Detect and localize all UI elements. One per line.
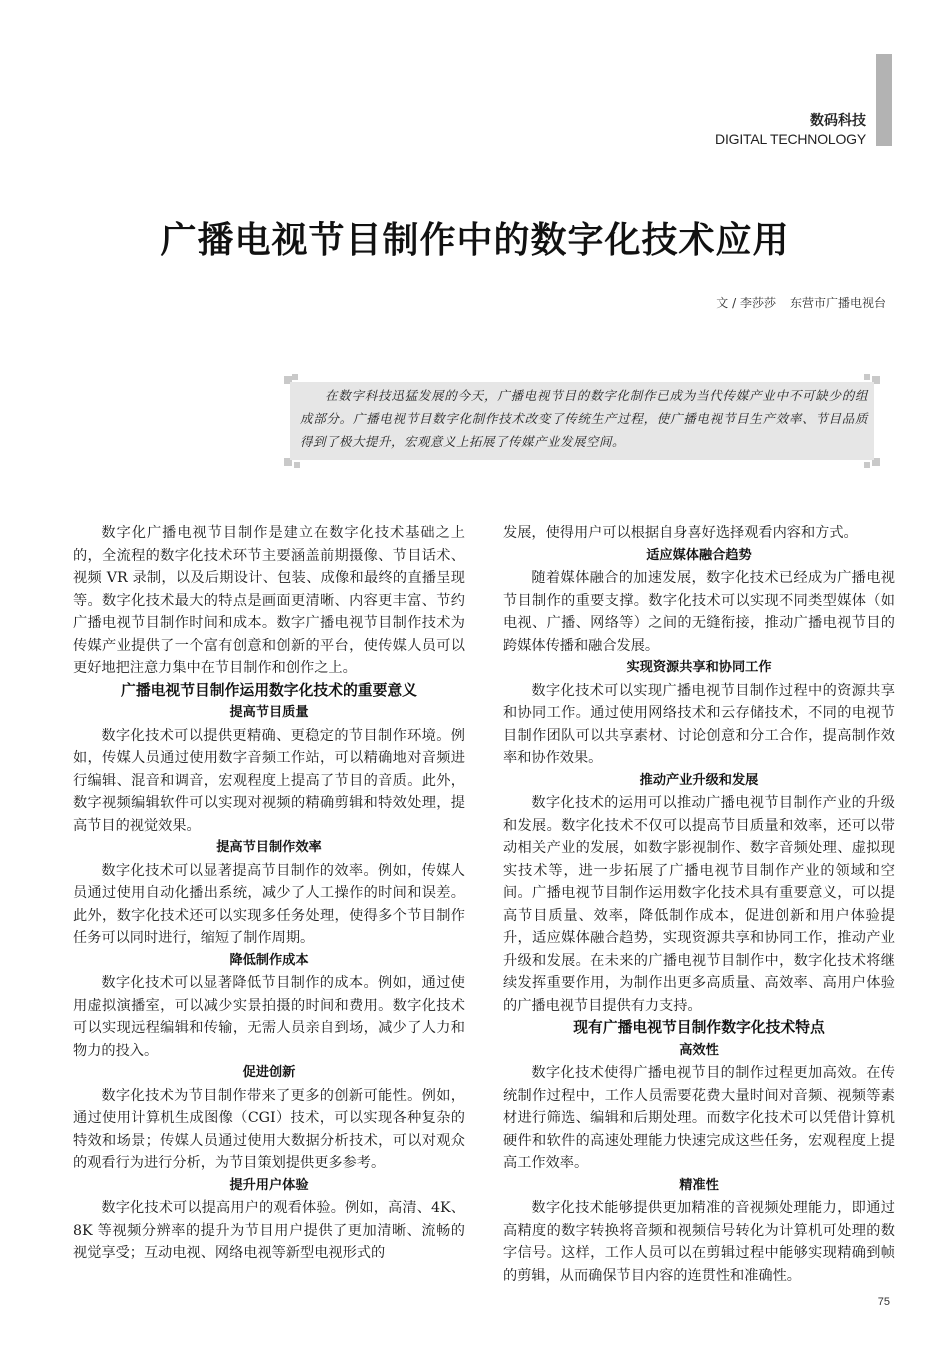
subsection-heading: 促进创新 <box>242 1065 296 1080</box>
paragraph: 数字化技术可以提高用户的观看体验。例如，高清、4K、8K 等视频分辨率的提升为节目用户提供了更加清晰、流畅的视觉享受；互动电视、网络电视等新型电视形式的 <box>73 1200 465 1261</box>
byline-prefix: 文 <box>716 296 729 310</box>
paragraph: 数字化技术使得广播电视节目的制作过程更加高效。在传统制作过程中，工作人员需要花费大量时间对音频、视频等素材进行筛选、编辑和后期处理。而数字化技术可以凭借计算机硬件和软件的高速处理能力快速完成这些任务，宏观程度上提高工作效率。 <box>503 1065 895 1171</box>
subsection-heading: 提高节目质量 <box>229 705 309 720</box>
section-label-en: DIGITAL TECHNOLOGY <box>715 131 866 147</box>
paragraph: 数字化技术可以提供更精确、更稳定的节目制作环境。例如，传媒人员通过使用数字音频工作站，可以精确地对音频进行编辑、混音和调音，宏观程度上提高了节目的音质。此外，数字视频编辑软件可以实现对视频的精确剪辑和特效处理，提高节目的视觉效果。 <box>73 727 465 834</box>
paragraph: 数字化技术可以显著提高节目制作的效率。例如，传媒人员通过使用自动化播出系统，减少了人工操作的时间和误差。此外，数字化技术还可以实现多任务处理，使得多个节目制作任务可以同时进行，缩短了制作周期。 <box>73 862 465 946</box>
subsection-heading: 高效性 <box>679 1042 719 1058</box>
byline-affiliation: 东营市广播电视台 <box>789 296 886 310</box>
subsection-heading: 推动产业升级和发展 <box>639 772 759 788</box>
corner-pixel <box>864 374 870 380</box>
subsection-heading: 提高节目制作效率 <box>216 840 322 855</box>
abstract-panel <box>284 376 880 466</box>
article-title: 广播电视节目制作中的数字化技术应用 <box>160 220 790 261</box>
subsection-heading: 精准性 <box>679 1177 719 1193</box>
paragraph: 数字化技术可以实现广播电视节目制作过程中的资源共享和协同工作。通过使用网络技术和云存储技术，不同的电视节目制作团队可以共享素材、讨论创意和分工合作，提高制作效率和协作效果。 <box>503 682 895 766</box>
paragraph: 数字化技术的运用可以推动广播电视节目制作产业的升级和发展。数字化技术不仅可以提高节目质量和效率，还可以带动相关产业的发展，如数字影视制作、数字音频处理、虚拟现实技术等，进一步拓展了广播电视节目制作产业的领域和空间。广播电视节目制作运用数字化技术具有重要意义，可以提高节目质量、效率，降低制作成本，促进创新和用户体验提升，适应媒体融合趋势，实现资源共享和协同工作，推动产业升级和发展。在未来的广播电视节目制作中，数字化技术将继续发挥重要作用，为制作出更多高质量、高效率、高用户体验的广播电视节目提供有力支持。 <box>503 795 895 1014</box>
section-heading: 现有广播电视节目制作数字化技术特点 <box>573 1019 825 1036</box>
paragraph: 数字化技术可以显著降低节目制作的成本。例如，通过使用虚拟演播室，可以减少实景拍摄的时间和费用。数字化技术可以实现远程编辑和传输，无需人员亲自到场，减少了人力和物力的投入。 <box>73 975 465 1059</box>
body-column-right <box>503 522 895 1287</box>
abstract-text: 在数字科技迅猛发展的今天，广播电视节目的数字化制作已成为当代传媒产业中不可缺少的组成部分。广播电视节目数字化制作技术改变了传统生产过程，使广播电视节目生产效率、节目品质得到了极大提升，宏观意义上拓展了传媒产业发展空间。 <box>300 388 868 449</box>
byline: 文 / 李莎莎 东营市广播电视台 <box>716 296 886 310</box>
byline-author: 李莎莎 <box>739 296 776 310</box>
paragraph: 数字化技术能够提供更加精准的音视频处理能力，即通过高精度的数字转换将音频和视频信号转化为计算机可处理的数字信号。这样，工作人员可以在剪辑过程中能够实现精确到帧的剪辑，从而确保节目内容的连贯性和准确性。 <box>503 1200 895 1284</box>
body-column-left <box>73 522 465 1265</box>
subsection-heading: 适应媒体融合趋势 <box>646 547 752 563</box>
paragraph: 随着媒体融合的加速发展，数字化技术已经成为广播电视节目制作的重要支撑。数字化技术可以实现不同类型媒体（如电视、广播、网络等）之间的无缝衔接，推动广播电视节目的跨媒体传播和融合发展。 <box>503 570 895 654</box>
subsection-heading: 提升用户体验 <box>229 1177 309 1193</box>
intro-paragraph: 数字化广播电视节目制作是建立在数字化技术基础之上的，全流程的数字化技术环节主要涵盖前期摄像、节目话术、视频 VR 录制，以及后期设计、包装、成像和最终的直播呈现等。数字化技术最大的特点是画面更清晰、内容更丰富、节约广播电视节目制作时间和成本。数字广播电视节目制作技术为传媒产业提供了一个富有创意和创新的平台，使传媒人员可以更好地把注意力集中在节目制作和创作之上。 <box>73 525 465 676</box>
section-heading: 广播电视节目制作运用数字化技术的重要意义 <box>121 681 417 699</box>
subsection-heading: 降低制作成本 <box>229 952 309 968</box>
corner-pixel <box>294 462 300 468</box>
section-tab-bar <box>876 54 892 146</box>
paragraph-continued: 发展，使得用户可以根据自身喜好选择观看内容和方式。 <box>503 525 858 541</box>
corner-pixel <box>864 462 870 468</box>
corner-pixel <box>292 374 298 380</box>
subsection-heading: 实现资源共享和协同工作 <box>626 660 772 675</box>
section-label-cn: 数码科技 <box>810 113 866 129</box>
page-number: 75 <box>877 1296 890 1308</box>
paragraph: 数字化技术为节目制作带来了更多的创新可能性。例如，通过使用计算机生成图像（CGI）技术，可以实现各种复杂的特效和场景；传媒人员通过使用大数据分析技术，可以对观众的观看行为进行分析，为节目策划提供更多参考。 <box>73 1087 465 1171</box>
